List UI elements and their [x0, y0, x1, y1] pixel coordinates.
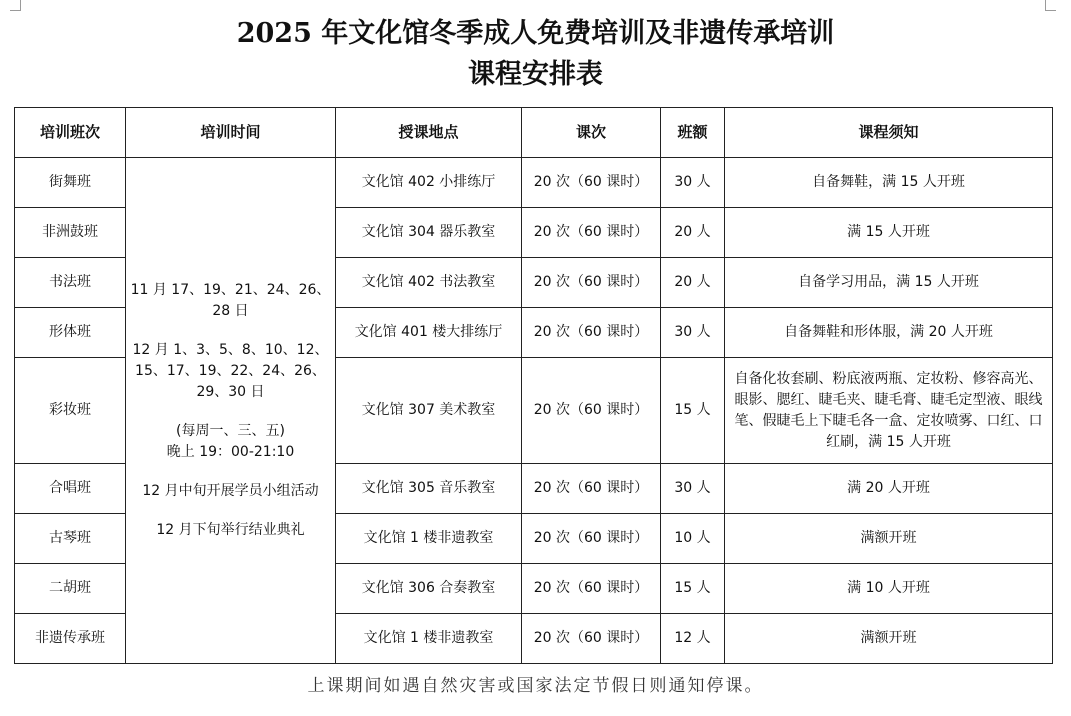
header-time: 培训时间 — [126, 108, 336, 158]
cell-notice: 满额开班 — [725, 514, 1053, 564]
cell-location: 文化馆 304 器乐教室 — [336, 208, 522, 258]
cell-sessions: 20 次（60 课时） — [522, 564, 661, 614]
table-header-row — [15, 108, 1053, 158]
cell-location: 文化馆 1 楼非遗教室 — [336, 514, 522, 564]
cell-notice: 满 20 人开班 — [725, 464, 1053, 514]
cell-notice: 满 15 人开班 — [725, 208, 1053, 258]
cell-capacity: 30 人 — [661, 158, 725, 208]
cell-location: 文化馆 401 楼大排练厅 — [336, 308, 522, 358]
cell-sessions: 20 次（60 课时） — [522, 614, 661, 664]
cell-notice: 自备学习用品，满 15 人开班 — [725, 258, 1053, 308]
cell-class: 彩妆班 — [15, 358, 126, 464]
time-weekdays: (每周一、三、五) — [176, 423, 285, 439]
document-subtitle: 课程安排表 — [468, 59, 603, 90]
cell-class: 古琴班 — [15, 514, 126, 564]
cell-sessions: 20 次（60 课时） — [522, 308, 661, 358]
cell-location: 文化馆 402 书法教室 — [336, 258, 522, 308]
footer-note: 上课期间如遇自然灾害或国家法定节假日则通知停课。 — [307, 676, 764, 696]
time-dates-november: 11 月 17、19、21、24、26、28 日 — [130, 282, 331, 319]
cell-notice: 满额开班 — [725, 614, 1053, 664]
time-hours: 晚上 19：00-21:10 — [166, 444, 295, 460]
header-capacity: 班额 — [661, 108, 725, 158]
page-corner-mark-right — [1045, 0, 1056, 11]
cell-sessions: 20 次（60 课时） — [522, 464, 661, 514]
cell-class: 二胡班 — [15, 564, 126, 614]
cell-capacity: 20 人 — [661, 208, 725, 258]
cell-sessions: 20 次（60 课时） — [522, 158, 661, 208]
header-notice: 课程须知 — [725, 108, 1053, 158]
cell-class: 街舞班 — [15, 158, 126, 208]
time-ceremony: 12 月下旬举行结业典礼 — [156, 522, 305, 538]
cell-location: 文化馆 402 小排练厅 — [336, 158, 522, 208]
document-title: 2025 年文化馆冬季成人免费培训及非遗传承培训 — [236, 18, 835, 49]
cell-location: 文化馆 307 美术教室 — [336, 358, 522, 464]
cell-location: 文化馆 306 合奏教室 — [336, 564, 522, 614]
cell-notice: 自备舞鞋和形体服，满 20 人开班 — [725, 308, 1053, 358]
table-row — [15, 158, 1053, 208]
cell-class: 非遗传承班 — [15, 614, 126, 664]
cell-location: 文化馆 305 音乐教室 — [336, 464, 522, 514]
cell-class: 非洲鼓班 — [15, 208, 126, 258]
cell-capacity: 15 人 — [661, 564, 725, 614]
header-location: 授课地点 — [336, 108, 522, 158]
page-corner-mark-left — [10, 0, 21, 11]
cell-capacity: 10 人 — [661, 514, 725, 564]
cell-sessions: 20 次（60 课时） — [522, 358, 661, 464]
cell-class: 书法班 — [15, 258, 126, 308]
cell-capacity: 30 人 — [661, 308, 725, 358]
cell-class: 形体班 — [15, 308, 126, 358]
cell-capacity: 12 人 — [661, 614, 725, 664]
header-sessions: 课次 — [522, 108, 661, 158]
cell-capacity: 15 人 — [661, 358, 725, 464]
cell-class: 合唱班 — [15, 464, 126, 514]
cell-capacity: 30 人 — [661, 464, 725, 514]
training-time-cell — [126, 158, 336, 664]
cell-sessions: 20 次（60 课时） — [522, 258, 661, 308]
cell-notice: 自备舞鞋，满 15 人开班 — [725, 158, 1053, 208]
cell-capacity: 20 人 — [661, 258, 725, 308]
header-class: 培训班次 — [15, 108, 126, 158]
time-activity: 12 月中旬开展学员小组活动 — [142, 483, 319, 499]
cell-sessions: 20 次（60 课时） — [522, 514, 661, 564]
cell-sessions: 20 次（60 课时） — [522, 208, 661, 258]
cell-notice: 满 10 人开班 — [725, 564, 1053, 614]
cell-notice: 自备化妆套刷、粉底液两瓶、定妆粉、修容高光、眼影、腮红、睫毛夹、睫毛膏、睫毛定型液、眼线笔、假睫毛上下睫毛各一盒、定妆喷雾、口红、口红刷，满 15 人开班 — [725, 358, 1053, 464]
course-schedule-table — [14, 107, 1053, 664]
time-dates-december: 12 月 1、3、5、8、10、12、15、17、19、22、24、26、29、30 日 — [132, 342, 329, 400]
cell-location: 文化馆 1 楼非遗教室 — [336, 614, 522, 664]
